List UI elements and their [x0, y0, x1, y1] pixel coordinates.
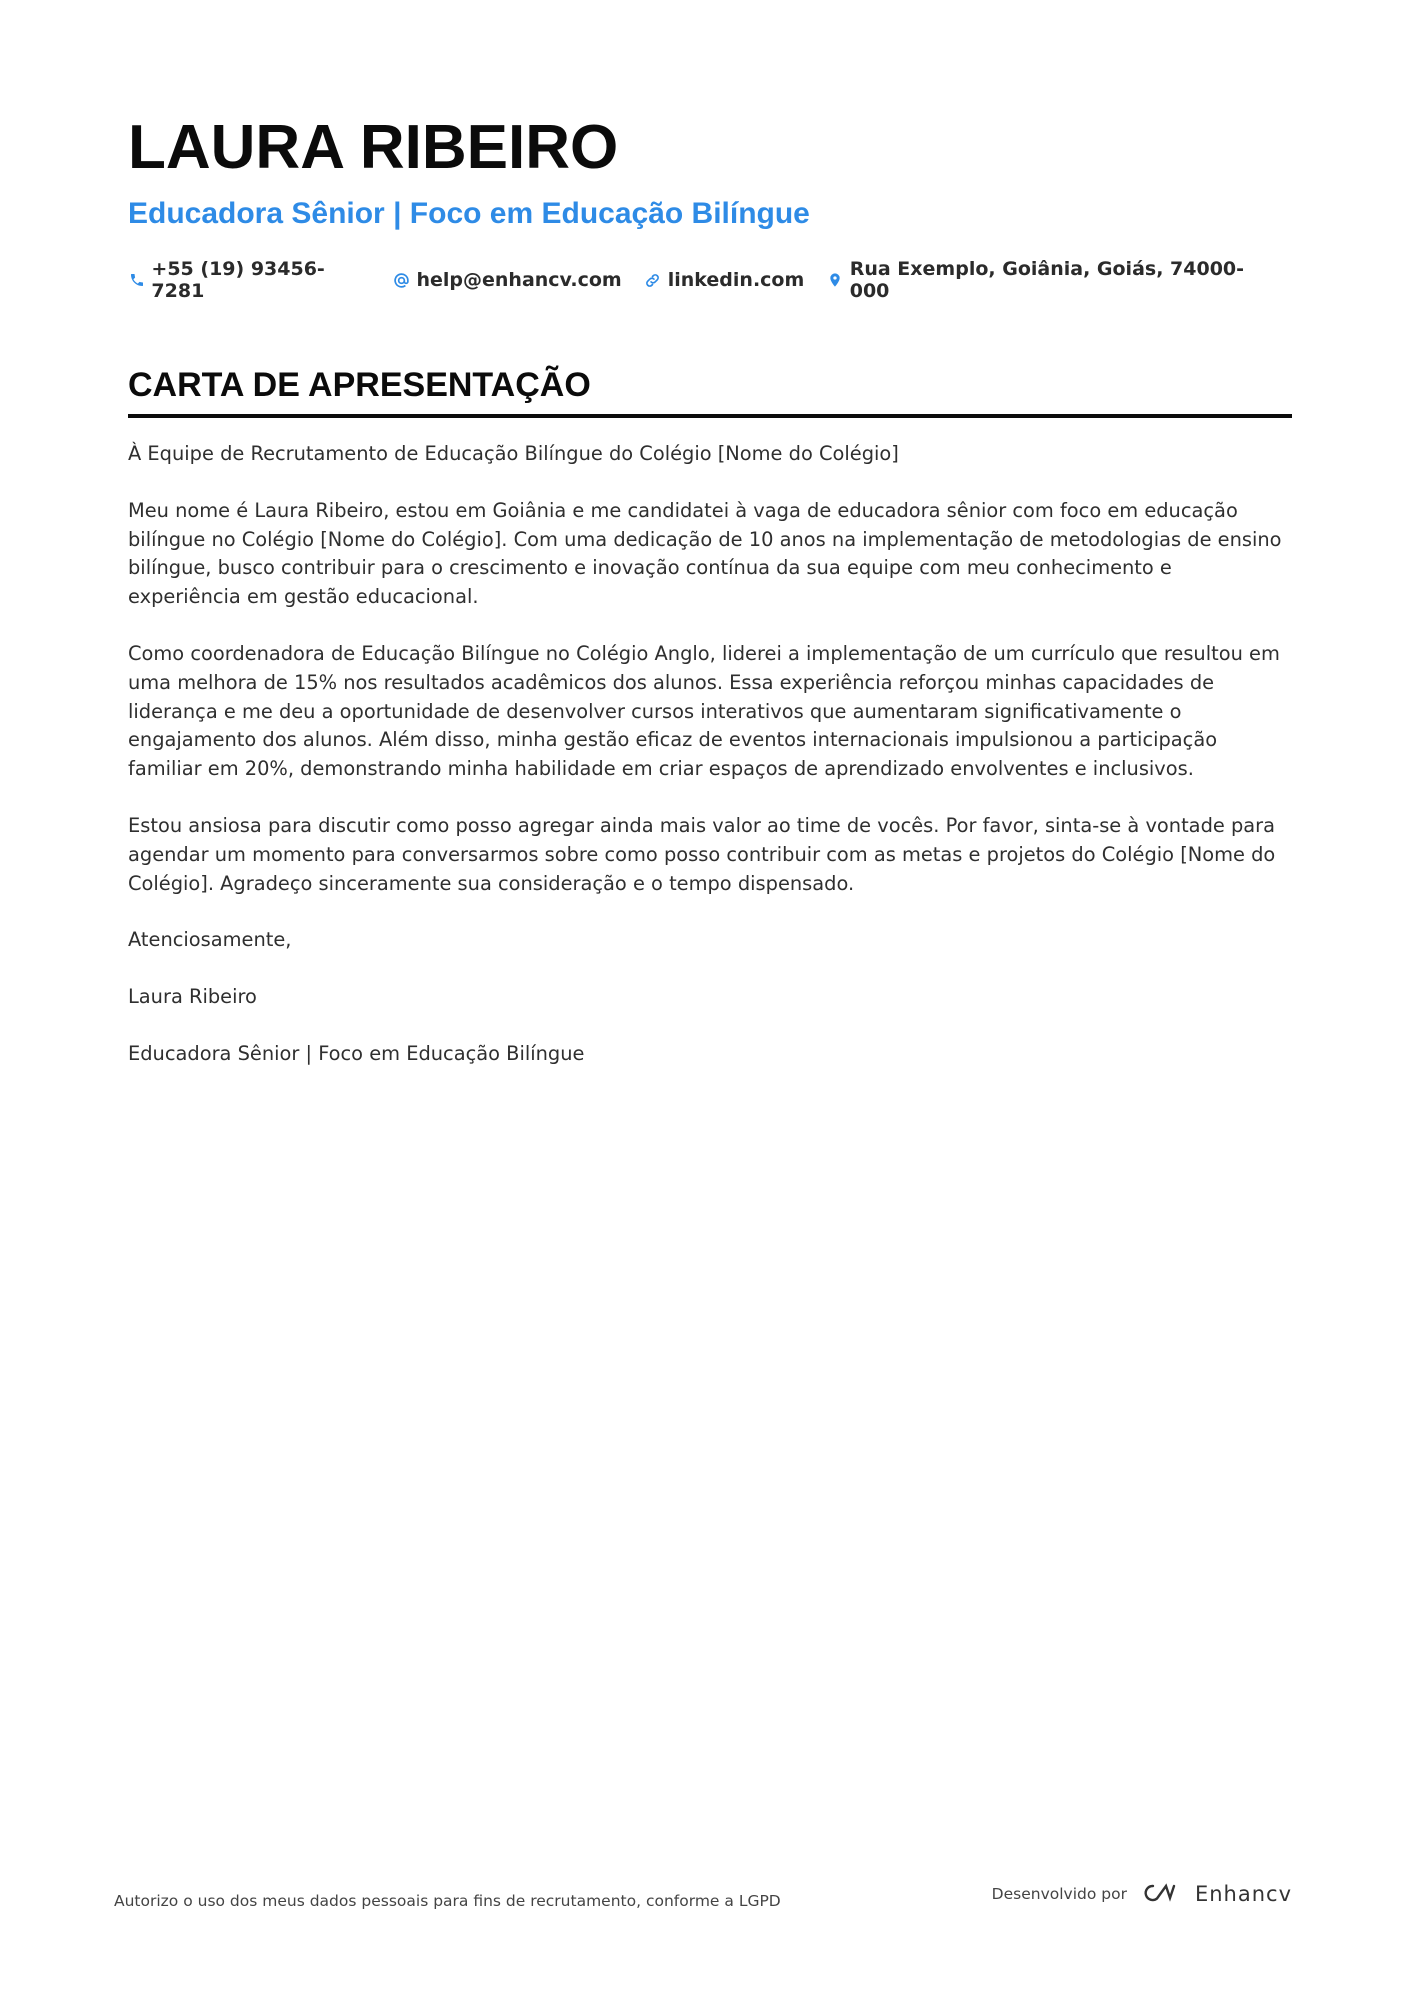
contact-email[interactable] [392, 269, 621, 291]
letter-greeting: À Equipe de Recrutamento de Educação Bilíngue do Colégio [Nome do Colégio] [128, 442, 899, 465]
consent-note: Autorizo o uso dos meus dados pessoais para fins de recrutamento, conforme a LGPD [114, 1892, 781, 1910]
enhancv-logo-icon [1139, 1880, 1195, 1908]
phone-text: +55 (19) 93456-7281 [151, 258, 325, 302]
at-icon [392, 271, 410, 289]
contact-address [826, 258, 1270, 302]
linkedin-text: linkedin.com [667, 269, 805, 291]
cover-letter-section [128, 362, 1292, 418]
signature-title: Educadora Sênior | Foco em Educação Bilíngue [128, 1041, 585, 1065]
section-title: CARTA DE APRESENTAÇÃO [128, 366, 591, 404]
candidate-title: Educadora Sênior | Foco em Educação Bilíngue [128, 197, 810, 230]
letter-paragraph-3: Estou ansiosa para discutir como posso agregar ainda mais valor ao time de vocês. Por favor, sinta-se à vontade para agendar um momento para conversarmos sobre como posso contribuir com as metas e projetos do Colégio [Nome do Colégio]. Agradeço sinceramente sua consideração e o tempo dispensado. [128, 813, 1276, 895]
powered-by[interactable] [992, 1880, 1292, 1908]
address-text: Rua Exemplo, Goiânia, Goiás, 74000-000 [849, 258, 1245, 302]
phone-icon [128, 271, 145, 289]
letter-paragraph-1: Meu nome é Laura Ribeiro, estou em Goiânia e me candidatei à vaga de educadora sênior com foco em educação bilíngue no Colégio [Nome do Colégio]. Com uma dedicação de 10 anos na implementação de metodologias de ensino bilíngue, busco contribuir para o crescimento e inovação contínua da sua equipe com meu conhecimento e experiência em gestão educacional. [128, 498, 1282, 609]
letter-paragraph-2: Como coordenadora de Educação Bilíngue no Colégio Anglo, liderei a implementação de um currículo que resultou em uma melhora de 15% nos resultados acadêmicos dos alunos. Essa experiência reforçou minhas capacidades de liderança e me deu a oportunidade de desenvolver cursos interativos que aumentaram significativamente o engajamento dos alunos. Além disso, minha gestão eficaz de eventos internacionais impulsionou a participação familiar em 20%, demonstrando minha habilidade em criar espaços de aprendizado envolventes e inclusivos. [128, 641, 1280, 781]
contact-phone[interactable] [128, 258, 370, 302]
contact-bar [128, 258, 1292, 302]
resume-header [128, 108, 1292, 302]
email-text: help@enhancv.com [416, 269, 622, 291]
section-divider [128, 414, 1292, 418]
powered-by-label: Desenvolvido por [991, 1885, 1127, 1903]
location-pin-icon [826, 271, 843, 289]
brand-name: Enhancv [1194, 1882, 1292, 1906]
signature-name: Laura Ribeiro [128, 985, 257, 1009]
candidate-name: LAURA RIBEIRO [128, 113, 619, 182]
link-icon [644, 271, 662, 289]
contact-linkedin[interactable] [644, 269, 805, 291]
letter-closing: Atenciosamente, [128, 928, 292, 952]
letter-body [128, 440, 1288, 1097]
